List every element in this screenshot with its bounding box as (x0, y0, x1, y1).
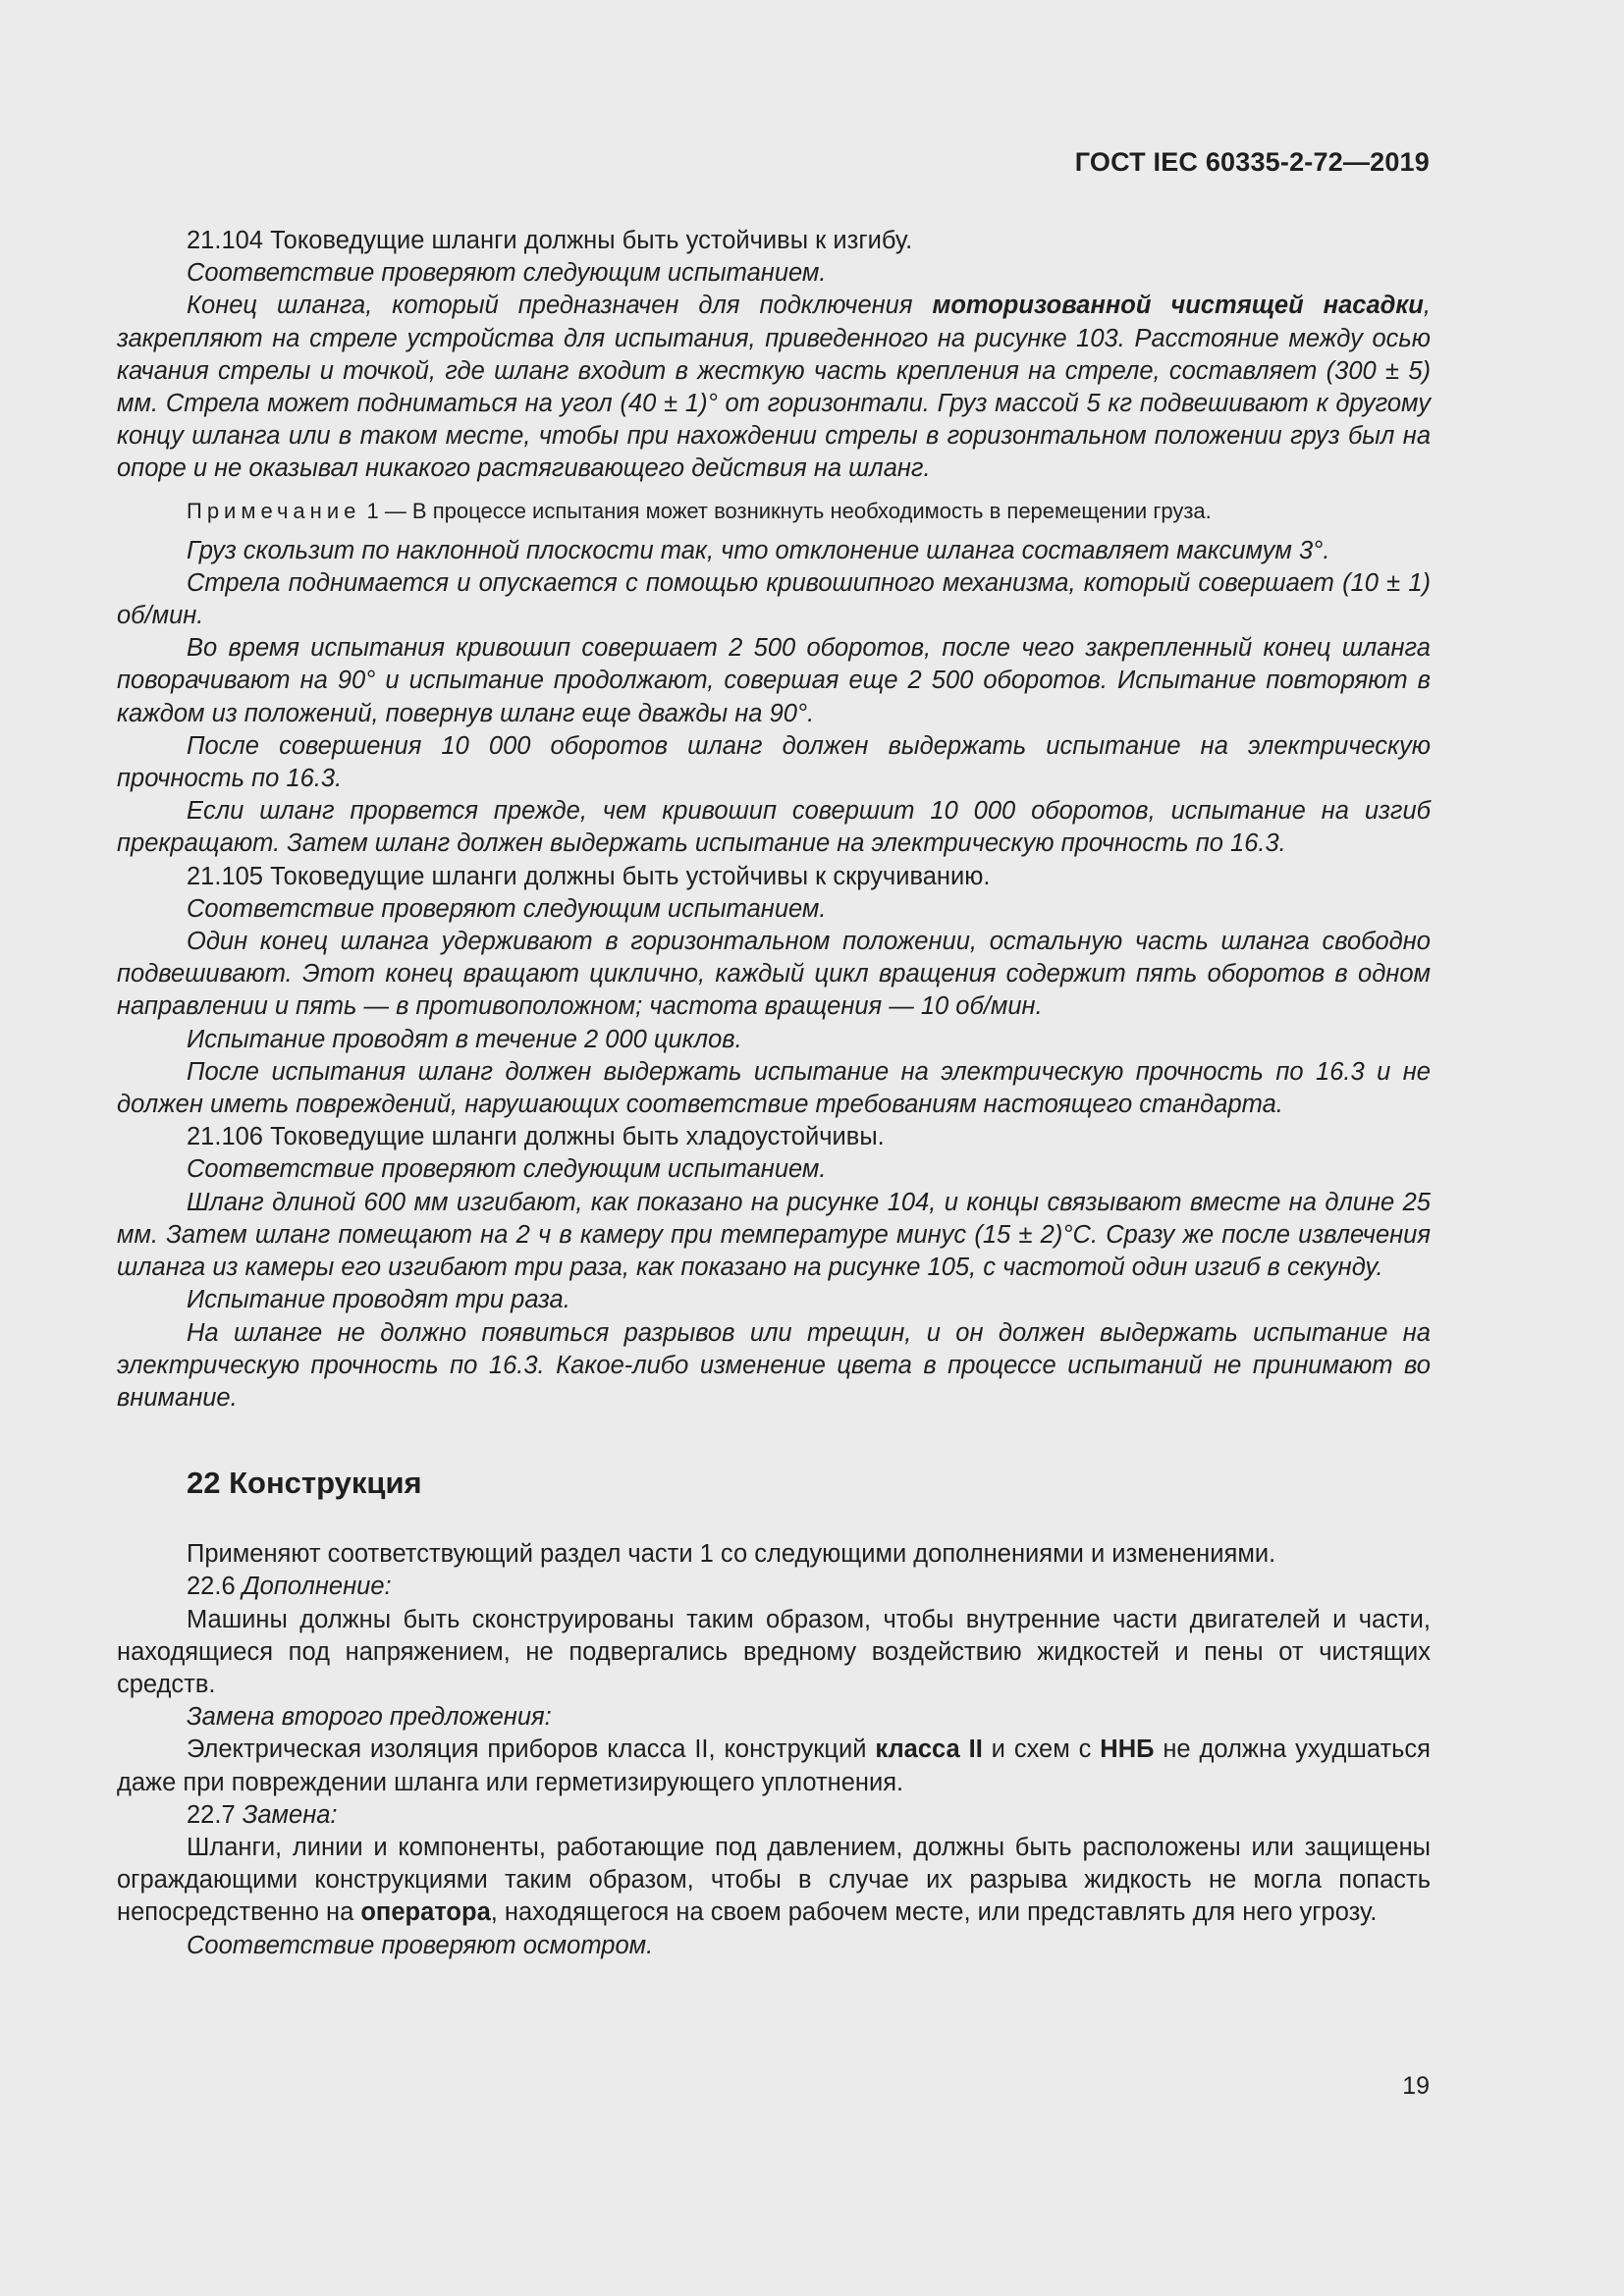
clause-22-6-title: 22.6 Дополнение: (187, 1573, 392, 1601)
clause-21-104-paragraph-3: Стрела поднимается и опускается с помощью кривошипного механизма, который совершает (10 ± 1) об/мин. (117, 568, 1431, 630)
clause-21-104-paragraph-5: После совершения 10 000 оборотов шланг должен выдержать испытание на электрическую прочность по 16.3. (117, 731, 1431, 793)
clause-22-7-title: 22.7 Замена: (187, 1800, 338, 1829)
section-22-heading: 22 Конструкция (187, 1466, 422, 1501)
clause-21-105-title: 21.105 Токоведущие шланги должны быть устойчивы к скручиванию. (187, 862, 991, 890)
clause-21-106-paragraph-1: Шланг длиной 600 мм изгибают, как показано на рисунке 104, и концы связывают вместе на длине 25 мм. Затем шланг помещают на 2 ч в камеру при температуре минус (15 ± 2)°С. Сразу же после извлечения шланга из камеры его изгибают три раза, как показано на рисунке 105, с частотой один изгиб в секунду. (117, 1188, 1431, 1282)
term-motorized-nozzle: моторизованной чистящей насадки (932, 292, 1424, 320)
clause-21-105-paragraph-1: Один конец шланга удерживают в горизонтальном положении, остальную часть шланга свободно подвешивают. Этот конец вращают циклично, каждый цикл вращения содержит пять оборотов в одном направлении и пять — в противоположном; частота вращения — 10 об/мин. (117, 928, 1431, 1021)
clause-21-105-paragraph-2: Испытание проводят в течение 2 000 циклов. (187, 1025, 742, 1053)
clause-22-6-replace-text: Электрическая изоляция приборов класса II, конструкций класса II и схем с ННБ не должна ухудшаться даже при повреждении шланга или герметизирующего уплотнения. (117, 1735, 1431, 1796)
clause-22-6-replace-label: Замена второго предложения: (187, 1703, 552, 1732)
clause-21-105-paragraph-3: После испытания шланг должен выдержать испытание на электрическую прочность по 16.3 и не должен иметь повреждений, нарушающих соответствие требованиям настоящего стандарта. (117, 1057, 1431, 1119)
term-nnb: ННБ (1100, 1735, 1155, 1764)
term-class-ii: класса II (875, 1735, 983, 1764)
clause-21-104-paragraph-2: Груз скользит по наклонной плоскости так, что отклонение шланга составляет максимум 3°. (187, 536, 1330, 564)
clause-22-6-text: Машины должны быть сконструированы таким образом, чтобы внутренние части двигателей и части, находящиеся под напряжением, не подвергались вредному воздействию жидкостей и пены от чистящих средств. (117, 1605, 1431, 1698)
document-code-header: ГОСТ IEC 60335-2-72—2019 (1074, 147, 1430, 177)
clause-21-104-paragraph-4: Во время испытания кривошип совершает 2 500 оборотов, после чего закрепленный конец шланга поворачивают на 90° и испытание продолжают, совершая еще 2 500 оборотов. Испытание повторяют в каждом из положений, повернув шланг еще дважды на 90°. (117, 634, 1431, 727)
document-body (117, 225, 1431, 1962)
page-number: 19 (1402, 2072, 1430, 2100)
clause-22-7-text: Шланги, линии и компоненты, работающие под давлением, должны быть расположены или защищены ограждающими конструкциями таким образом, чтобы в случае их разрыва жидкость не могла попасть непосредственно на оператора, находящегося на своем рабочем месте, или представлять для него угрозу. (117, 1833, 1431, 1927)
clause-21-104-check: Соответствие проверяют следующим испытанием. (187, 259, 827, 288)
clause-21-105-check: Соответствие проверяют следующим испытанием. (187, 894, 827, 923)
clause-21-104-paragraph-1: Конец шланга, который предназначен для подключения моторизованной чистящей насадки, закрепляют на стреле устройства для испытания, приведенного на рисунке 103. Расстояние между осью качания стрелы и точкой, где шланг входит в жесткую часть крепления на стреле, составляет (300 ± 5) мм. Стрела может подниматься на угол (40 ± 1)° от горизонтали. Груз массой 5 кг подвешивают к другому концу шланга или в таком месте, чтобы при нахождении стрелы в горизонтальном положении груз был на опоре и не оказывал никакого растягивающего действия на шланг. (117, 292, 1431, 483)
clause-21-104-paragraph-6: Если шланг прорвется прежде, чем кривошип совершит 10 000 оборотов, испытание на изгиб прекращают. Затем шланг должен выдержать испытание на электрическую прочность по 16.3. (117, 797, 1431, 858)
clause-21-106-paragraph-2: Испытание проводят три раза. (187, 1286, 570, 1314)
term-operator: оператора (360, 1898, 491, 1927)
note-label: Примечание (187, 498, 361, 523)
clause-21-106-paragraph-3: На шланге не должно появиться разрывов или трещин, и он должен выдержать испытание на электрическую прочность по 16.3. Какое-либо изменение цвета в процессе испытаний не принимают во внимание. (117, 1318, 1431, 1412)
clause-21-106-title: 21.106 Токоведущие шланги должны быть хладоустойчивы. (187, 1123, 885, 1151)
section-22-intro: Применяют соответствующий раздел части 1 со следующими дополнениями и изменениями. (187, 1540, 1276, 1569)
clause-21-104-title: 21.104 Токоведущие шланги должны быть устойчивы к изгибу. (187, 227, 913, 254)
clause-21-104-note (117, 497, 1431, 526)
clause-22-7-check: Соответствие проверяют осмотром. (187, 1931, 654, 1959)
note-text: 1 — В процессе испытания может возникнуть необходимость в перемещении груза. (366, 498, 1212, 523)
clause-21-106-check: Соответствие проверяют следующим испытанием. (187, 1155, 827, 1184)
